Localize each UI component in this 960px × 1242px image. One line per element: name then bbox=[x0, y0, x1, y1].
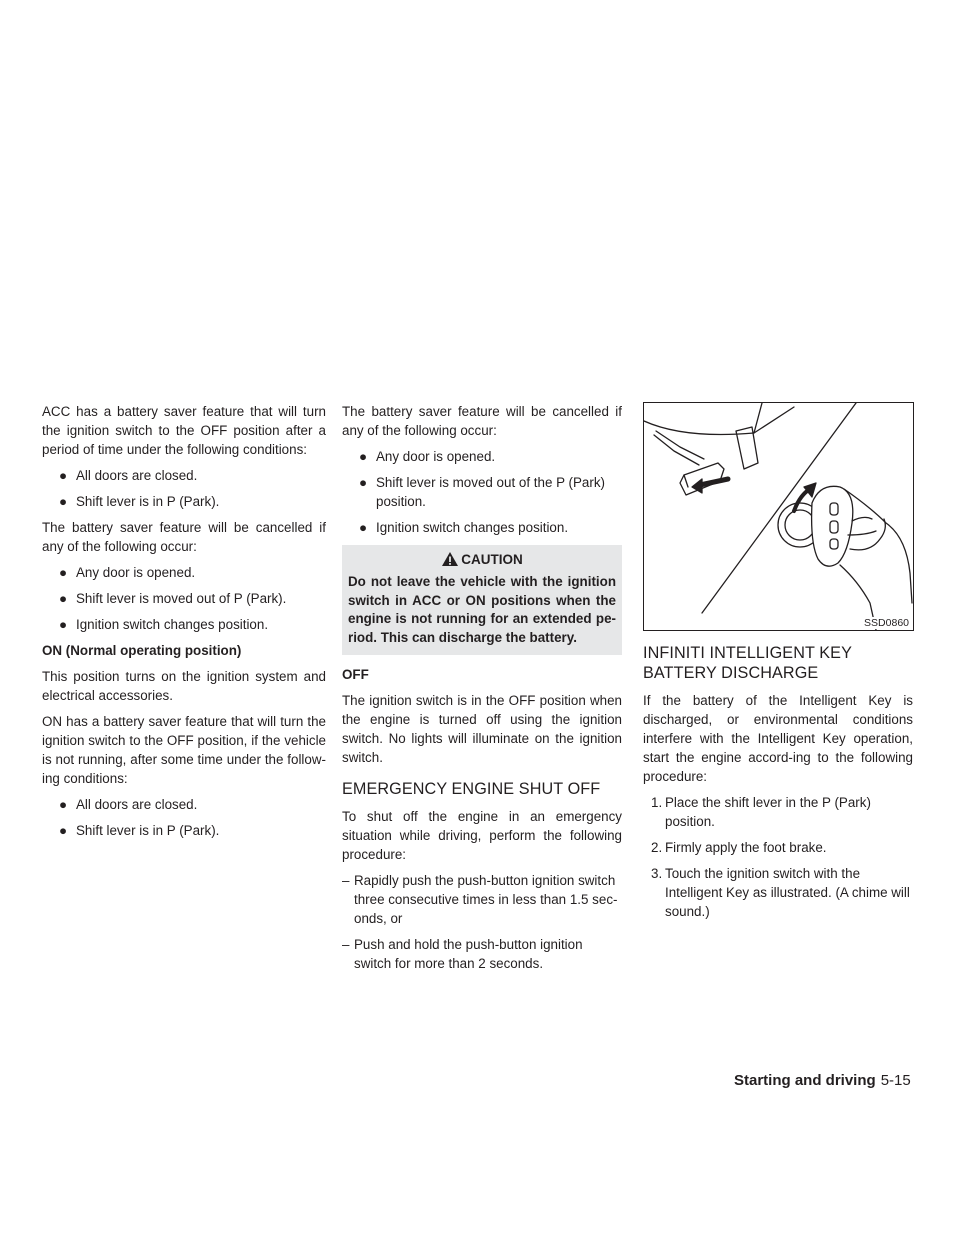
caution-box bbox=[342, 545, 622, 655]
bullet-icon: ● bbox=[59, 591, 68, 606]
bullet-icon: ● bbox=[59, 797, 68, 812]
caution-title: CAUTION bbox=[348, 549, 616, 571]
bullet-list bbox=[342, 447, 622, 537]
list-item: ● Shift lever is in P (Park). bbox=[59, 494, 220, 509]
list-item: ● All doors are closed. bbox=[59, 468, 198, 483]
numbered-list bbox=[643, 793, 913, 921]
bullet-icon: ● bbox=[359, 520, 368, 535]
list-item: ● Shift lever is moved out of P (Park). bbox=[59, 591, 287, 606]
paragraph: The battery saver feature will be cancelled if any of the following occur: bbox=[42, 520, 326, 554]
list-item: ● Any door is opened. bbox=[359, 449, 496, 464]
dash-icon: – bbox=[342, 873, 350, 888]
column-left bbox=[42, 402, 326, 847]
warning-icon bbox=[441, 551, 459, 567]
list-item: ● Ignition switch changes position. bbox=[359, 520, 569, 535]
list-item: 2. Firmly apply the foot brake. bbox=[651, 840, 827, 855]
caution-text: Do not leave the vehicle with the ignition switch in ACC or ON positions when the engine is not running for an extended pe-riod. This can discharge the battery. bbox=[348, 574, 616, 645]
column-middle bbox=[342, 402, 622, 980]
bullet-icon: ● bbox=[59, 494, 68, 509]
step-number: 1. bbox=[651, 795, 663, 810]
bullet-list bbox=[42, 466, 326, 511]
section-heading: INFINITI INTELLIGENT KEY BATTERY DISCHARGE bbox=[643, 644, 852, 682]
list-item: 1. Place the shift lever in the P (Park) position. bbox=[651, 795, 871, 829]
dash-icon: – bbox=[342, 937, 350, 952]
page-footer bbox=[734, 1071, 911, 1091]
section-heading: EMERGENCY ENGINE SHUT OFF bbox=[342, 780, 601, 798]
bullet-icon: ● bbox=[59, 617, 68, 632]
list-item: ● Shift lever is in P (Park). bbox=[59, 823, 220, 838]
bullet-icon: ● bbox=[59, 468, 68, 483]
page-number: 5-15 bbox=[880, 1072, 911, 1089]
bullet-icon: ● bbox=[59, 823, 68, 838]
section-name: Starting and driving bbox=[734, 1072, 876, 1089]
paragraph: This position turns on the ignition system and electrical accessories. bbox=[42, 669, 326, 703]
bullet-icon: ● bbox=[59, 565, 68, 580]
bullet-icon: ● bbox=[359, 475, 368, 490]
list-item: ● Ignition switch changes position. bbox=[59, 617, 269, 632]
key-illustration bbox=[643, 402, 914, 631]
list-item: – Push and hold the push-button ignition switch for more than 2 seconds. bbox=[342, 937, 583, 971]
illustration-drawing bbox=[644, 403, 913, 630]
dash-list bbox=[342, 871, 622, 973]
on-position-heading: ON (Normal operating position) bbox=[42, 643, 242, 658]
bullet-icon: ● bbox=[359, 449, 368, 464]
column-right bbox=[643, 402, 913, 928]
step-number: 2. bbox=[651, 840, 663, 855]
list-item: 3. Touch the ignition switch with the Intelligent Key as illustrated. (A chime will sound.) bbox=[651, 866, 910, 919]
list-item: ● Shift lever is moved out of the P (Park) position. bbox=[359, 475, 605, 509]
list-item: ● Any door is opened. bbox=[59, 565, 196, 580]
paragraph: The ignition switch is in the OFF position when the engine is turned off using the ignition switch. No lights will illuminate on the ignition switch. bbox=[342, 693, 622, 765]
paragraph: To shut off the engine in an emergency situation while driving, perform the following procedure: bbox=[342, 809, 622, 862]
off-position-heading: OFF bbox=[342, 667, 369, 682]
list-item: – Rapidly push the push-button ignition switch three consecutive times in less than 1.5 sec-onds, or bbox=[342, 873, 618, 926]
bullet-list bbox=[42, 563, 326, 634]
bullet-list bbox=[42, 795, 326, 840]
paragraph: ACC has a battery saver feature that will turn the ignition switch to the OFF position after a period of time under the following conditions: bbox=[42, 404, 326, 457]
paragraph: The battery saver feature will be cancelled if any of the following occur: bbox=[342, 404, 622, 438]
paragraph: ON has a battery saver feature that will turn the ignition switch to the OFF position, if the vehicle is not running, after some time under the follow-ing conditions: bbox=[42, 714, 326, 786]
step-number: 3. bbox=[651, 866, 663, 881]
paragraph: If the battery of the Intelligent Key is discharged, or environmental conditions interfere with the Intelligent Key operation, start the engine accord-ing to the following procedure: bbox=[643, 693, 913, 784]
list-item: ● All doors are closed. bbox=[59, 797, 198, 812]
figure-code: SSD0860 bbox=[864, 617, 909, 629]
